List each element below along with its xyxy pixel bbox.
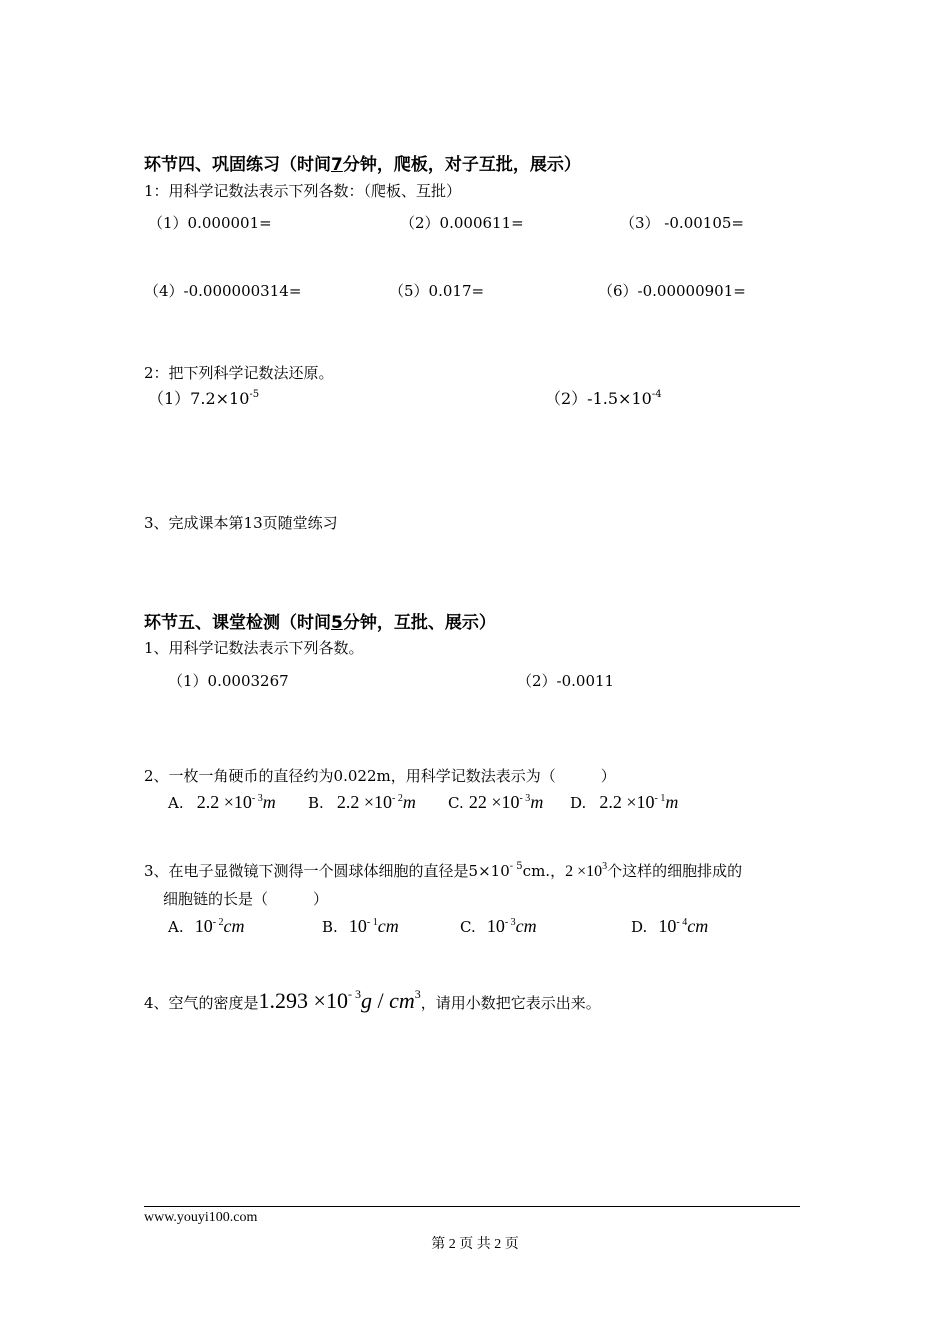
option-unit: m <box>665 792 679 812</box>
s5-q3-option-c <box>460 916 537 937</box>
s5-q3-stem-c: 2 ×10 <box>565 863 603 880</box>
s5-q4 <box>144 988 601 1014</box>
s4-q1-stem: 1：用科学记数法表示下列各数：（爬板、互批） <box>144 182 462 200</box>
option-base: 10 <box>348 916 367 936</box>
option-exp: - 1 <box>366 917 378 928</box>
option-unit: m <box>262 792 276 812</box>
s4-q1-item-1: （1）0.000001= <box>148 214 272 232</box>
footer-rule <box>144 1206 800 1207</box>
option-exp: - 4 <box>676 917 688 928</box>
option-label: B. <box>308 794 324 812</box>
s5-q2-option-b <box>308 792 416 813</box>
option-unit: cm <box>377 916 399 936</box>
s4-q1-item-4: （4）-0.000000314= <box>144 282 302 300</box>
option-label: A. <box>168 918 184 936</box>
s5-q3-stem-b: cm.， <box>522 862 566 880</box>
s5-q3-option-d <box>631 916 708 937</box>
s5-q1-item-2: （2）-0.0011 <box>517 672 615 690</box>
option-exp: - 3 <box>504 917 516 928</box>
s5-q3-stem-d: 个这样的细胞排成的 <box>607 862 743 880</box>
option-base: 2.2 ×10 <box>196 792 252 812</box>
option-label: B. <box>322 918 338 936</box>
option-exp: - 2 <box>392 793 403 804</box>
s5-q3-option-a <box>168 916 245 937</box>
option-exp: - 3 <box>251 793 263 804</box>
s5-q2-option-a <box>168 792 276 813</box>
s5-q4-unit-exp: 3 <box>414 987 421 1001</box>
s4-q2-item-1 <box>148 386 259 409</box>
option-label: D. <box>631 918 648 936</box>
option-label: C. <box>460 918 476 936</box>
s5-q1-stem: 1、用科学记数法表示下列各数。 <box>144 639 364 657</box>
s5-q3-stem-line2: 细胞链的长是（ ） <box>163 890 329 908</box>
s5-q4-exp: - 3 <box>347 987 361 1001</box>
s4-q2-item-2-exp: -4 <box>651 389 662 400</box>
footer-url: www.youyi100.com <box>144 1210 258 1225</box>
option-label: D. <box>570 794 587 812</box>
section4-heading-pre: 环节四、巩固练习（时间 <box>144 155 331 175</box>
section5-heading-minutes: 5 <box>331 613 343 633</box>
option-unit: cm <box>223 916 245 936</box>
s5-q1-item-1: （1）0.0003267 <box>168 672 289 690</box>
section5-heading-pre: 环节五、课堂检测（时间 <box>144 613 331 633</box>
option-unit: cm <box>687 916 709 936</box>
option-exp: - 1 <box>654 793 666 804</box>
option-unit: cm <box>515 916 537 936</box>
section4-heading <box>144 150 581 175</box>
s5-q4-unit-g: g <box>360 988 372 1013</box>
s4-q3: 3、完成课本第13页随堂练习 <box>144 514 338 532</box>
s5-q4-unit-cm: cm <box>389 988 415 1013</box>
option-label: C. <box>448 794 464 812</box>
option-unit: m <box>402 792 416 812</box>
s4-q1-item-6: （6）-0.00000901= <box>598 282 746 300</box>
s5-q3-stem <box>144 860 742 881</box>
option-base: 10 <box>194 916 213 936</box>
s4-q2-item-2 <box>545 386 662 409</box>
option-exp: - 2 <box>212 917 224 928</box>
s4-q2-stem: 2：把下列科学记数法还原。 <box>144 364 334 382</box>
option-unit: m <box>530 792 544 812</box>
option-base: 2.2 ×10 <box>336 792 393 812</box>
section5-heading <box>144 608 496 633</box>
s5-q3-option-b <box>322 916 399 937</box>
option-base: 10 <box>658 916 677 936</box>
s5-q2-option-d <box>570 792 678 813</box>
s5-q2-stem: 2、一枚一角硬币的直径约为0.022m，用科学记数法表示为（ ） <box>144 767 616 785</box>
s5-q4-base: 1.293 ×10 <box>258 988 348 1013</box>
s4-q1-item-3: （3） -0.00105= <box>620 214 744 232</box>
s5-q3-stem-a: 3、在电子显微镜下测得一个圆球体细胞的直径是5×10 <box>144 862 510 880</box>
option-exp: - 3 <box>519 793 531 804</box>
section4-heading-minutes: 7 <box>331 155 343 175</box>
option-base: 22 ×10 <box>468 792 520 812</box>
s4-q1-item-5: （5）0.017= <box>389 282 485 300</box>
s4-q2-item-2-base: （2）-1.5×10 <box>545 389 652 408</box>
option-base: 2.2 ×10 <box>599 792 655 812</box>
s5-q4-pre: 4、空气的密度是 <box>144 994 259 1012</box>
section4-heading-post: 分钟，爬板，对子互批，展示） <box>342 155 581 175</box>
s4-q2-item-1-base: （1）7.2×10 <box>148 389 250 408</box>
footer-page-number: 第 2 页 共 2 页 <box>431 1237 519 1252</box>
s5-q3-stem-c-exp: 3 <box>602 861 608 872</box>
s4-q1-item-2: （2）0.000611= <box>400 214 524 232</box>
s5-q2-option-c <box>448 792 543 813</box>
s5-q3-stem-exp: - 5 <box>509 861 523 872</box>
s5-q4-post: ，请用小数把它表示出来。 <box>420 994 601 1012</box>
section5-heading-post: 分钟，互批、展示） <box>342 613 496 633</box>
option-label: A. <box>168 794 184 812</box>
s5-q4-unit-sep: / <box>371 988 390 1013</box>
s4-q2-item-1-exp: -5 <box>249 389 260 400</box>
option-base: 10 <box>486 916 505 936</box>
